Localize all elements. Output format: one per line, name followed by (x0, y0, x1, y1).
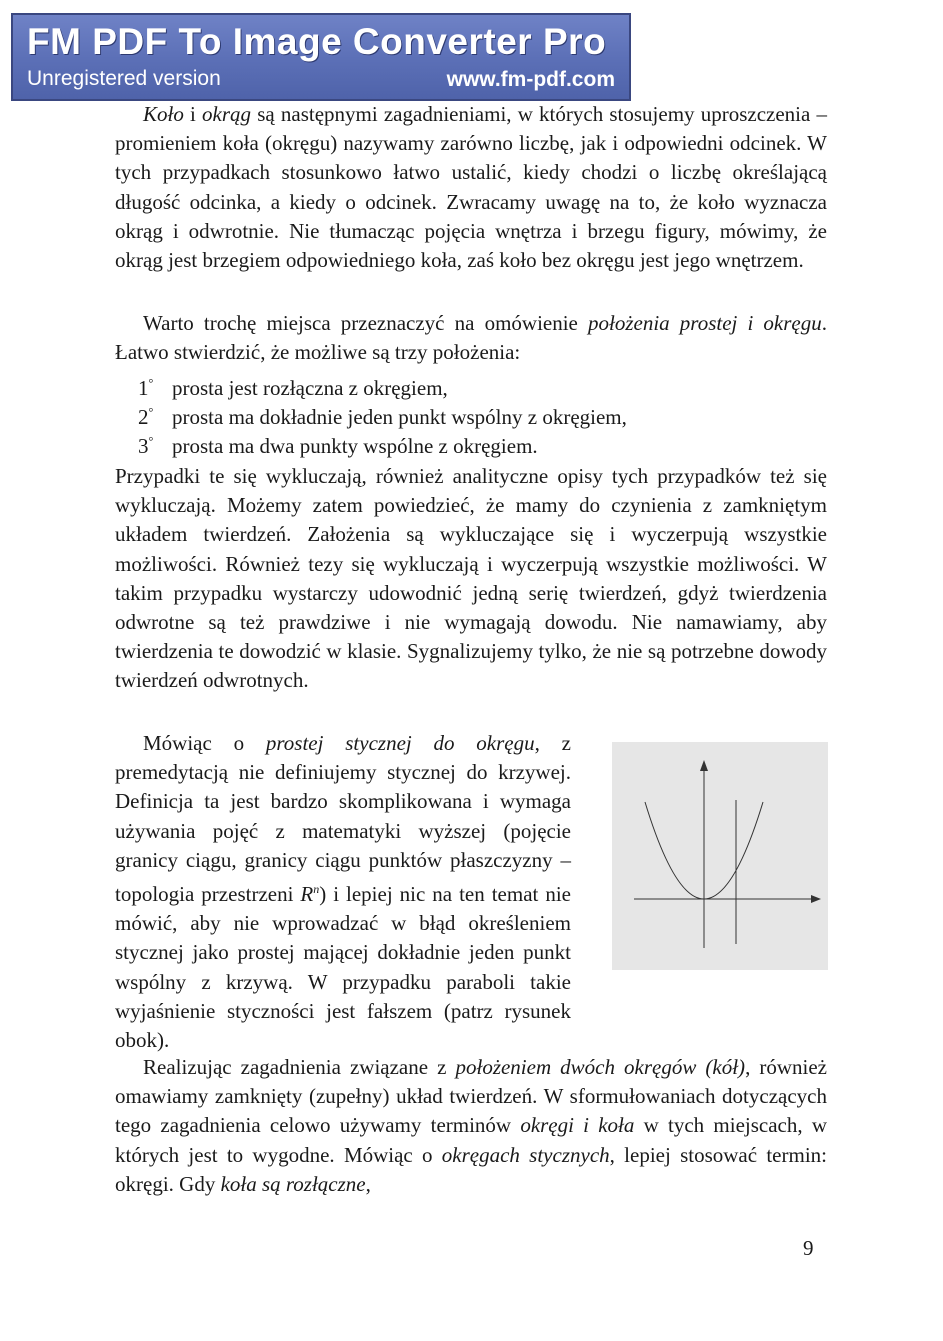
parabola-figure (612, 742, 828, 970)
term-kolo: Koło (143, 102, 184, 126)
text-span: w tych miejscach, w których jest to wygodne. Mówiąc o (115, 1113, 827, 1167)
text-span: Warto trochę miejsca przeznaczyć na omówienie (143, 311, 589, 335)
text-span: , z premedytacją nie definiujemy stycznej do krzywej. Definicja ta jest bardzo skomplikowana i wymaga używania pojęć z matematyki wyższej (pojęcie granicy ciągu, granicy ciągu punktów płaszczyzny – topologia przestrzeni (115, 731, 571, 907)
list-number: 3 (138, 434, 149, 458)
degree-mark: ° (148, 434, 154, 448)
term-kola-rozlaczne: koła są rozłączne (220, 1171, 366, 1196)
list-text: prosta ma dwa punkty wspólne z okręgiem. (172, 434, 538, 458)
term-styczna: prostej stycznej do okręgu (265, 731, 535, 755)
term-okregi-kola: okręgi i koła (520, 1113, 635, 1138)
text-span: i (183, 102, 203, 126)
list-number: 2 (138, 405, 149, 429)
symbol-r: R (300, 882, 314, 907)
term-polozenie: położenia prostej i okręgu (588, 311, 822, 335)
term-okregi-styczne: okręgach stycznych (441, 1142, 610, 1167)
degree-mark: ° (148, 376, 154, 390)
parabola-diagram (612, 742, 828, 970)
watermark-subtitle: Unregistered version (27, 67, 221, 90)
text-span: Mówiąc o (143, 731, 266, 755)
paragraph-line-circle-position (115, 309, 827, 367)
symbol-n: n (313, 882, 320, 897)
degree-mark: ° (148, 405, 154, 419)
term-dwa-okregi: położeniem dwóch okręgów (kół) (455, 1055, 746, 1079)
x-axis-arrow (811, 895, 821, 903)
term-okrag: okrąg (202, 102, 252, 126)
text-span: , (365, 1171, 371, 1196)
y-axis-arrow (700, 760, 708, 771)
watermark-url: www.fm-pdf.com (446, 68, 615, 91)
paragraph-closed-system: Przypadki te się wykluczają, również analityczne opisy tych przypadków też się wykluczają. Możemy zatem powiedzieć, że mamy do czynienia z zamkniętym układem twierdzeń. Założenia są wykluczające się i wyczerpują wszystkie możliwości. Również tezy się wykluczają i wyczerpują wszystkie możliwości. W takim przypadku wystarczy udowodnić jedną serię twierdzeń, gdyż twierdzenia odwrotne są też prawdziwe i nie wymagają dowodu. Nie namawiamy, aby twierdzenia te dowodzić w klasie. Sygnalizujemy tylko, że nie są potrzebne dowody twierdzeń odwrotnych. (115, 464, 827, 693)
watermark-banner (11, 13, 631, 101)
list-number: 1 (138, 376, 149, 400)
list-item (138, 427, 538, 461)
text-span: , również omawiamy zamknięty (zupełny) układ twierdzeń. W sformułowaniach dotyczących tego zagadnienia celowo używamy terminów (115, 1055, 827, 1138)
page-number: 9 (803, 1236, 814, 1260)
list-text: prosta jest rozłączna z okręgiem, (172, 376, 448, 400)
text-span: ) i lepiej nic na ten temat nie mówić, aby nie wprowadzać w błąd określeniem stycznej jako prostej mającej dokładnie jeden punkt wspólny z krzywą. W przypadku paraboli takie wyjaśnienie styczności jest fałszem (patrz rysunek obok). (115, 882, 572, 1053)
text-span: , lepiej stosować termin: okręgi. Gdy (115, 1142, 827, 1196)
list-text: prosta ma dokładnie jeden punkt wspólny z okręgiem, (172, 405, 627, 429)
paragraph-two-circles (115, 1053, 827, 1199)
text-span: Realizując zagadnienia związane z (143, 1055, 456, 1079)
watermark-title: FM PDF To Image Converter Pro (27, 21, 607, 62)
paragraph-tangent-line (115, 729, 571, 1055)
text-span: . Łatwo stwierdzić, że możliwe są trzy położenia: (115, 311, 828, 365)
paragraph-circle-definition (115, 100, 827, 275)
text-span: są następnymi zagadnieniami, w których stosujemy uproszczenia – promieniem koła (okręgu) nazywamy zarówno liczbę, jak i odpowiedni odcinek. W tych przypadkach stosunkowo łatwo ustalić, kiedy chodzi o liczbę określającą długość odcinka, a kiedy o odcinek. Zwracamy uwagę na to, że koło wyznacza okrąg i odwrotnie. Nie tłumacząc pojęcia wnętrza i brzegu figury, mówimy, że okrąg jest brzegiem odpowiedniego koła, zaś koło bez okręgu jest jego wnętrzem. (115, 102, 827, 273)
